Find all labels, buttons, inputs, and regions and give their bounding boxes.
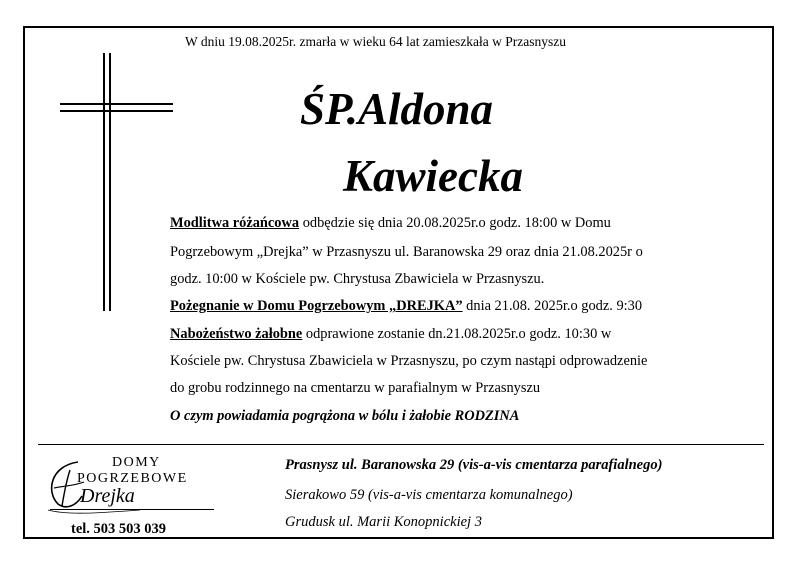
cross-icon-vertical-left xyxy=(103,53,105,311)
logo-underline xyxy=(50,509,214,510)
mass-label: Nabożeństwo żałobne xyxy=(170,326,303,342)
rosary-line-2: Pogrzebowym „Drejka” w Przasnyszu ul. Baranowska 29 oraz dnia 21.08.2025r o xyxy=(170,244,643,260)
address-grudusk: Grudusk ul. Marii Konopnickiej 3 xyxy=(285,514,482,530)
intro-text: W dniu 19.08.2025r. zmarła w wieku 64 lat zamieszkała w Przasnyszu xyxy=(185,34,567,49)
rosary-line-3: godz. 10:00 w Kościele pw. Chrystusa Zbawiciela w Przasnyszu. xyxy=(170,271,545,287)
phone-number: tel. 503 503 039 xyxy=(71,521,167,537)
rosary-line-1 xyxy=(170,216,611,230)
closing-line: O czym powiadamia pogrążona w bólu i żałobie RODZINA xyxy=(170,408,520,424)
mass-line-1 xyxy=(170,327,611,341)
cross-icon-horizontal-bottom xyxy=(60,110,173,112)
mass-line-3: do grobu rodzinnego na cmentarzu w parafialnym w Przasnyszu xyxy=(170,380,541,396)
rosary-text-1: odbędzie się dnia 20.08.2025r.o godz. 18:00 w Domu xyxy=(299,215,611,231)
mass-text-1: odprawione zostanie dn.21.08.2025r.o godz. 10:30 w xyxy=(302,326,612,342)
cross-icon-vertical-right xyxy=(109,53,111,311)
footer-divider xyxy=(38,444,764,445)
logo-domy: DOMY xyxy=(112,455,161,470)
address-main: Prasnysz ul. Baranowska 29 (vis-a-vis cmentarza parafialnego) xyxy=(285,457,663,473)
farewell-text: dnia 21.08. 2025r.o godz. 9:30 xyxy=(462,298,643,314)
address-sierakowo: Sierakowo 59 (vis-a-vis cmentarza komunalnego) xyxy=(285,487,573,503)
logo-pogrzebowe: POGRZEBOWE xyxy=(77,471,188,486)
mass-line-2: Kościele pw. Chrystusa Zbawiciela w Przasnyszu, po czym nastąpi odprowadzenie xyxy=(170,353,648,369)
cross-icon-horizontal-top xyxy=(60,103,173,105)
farewell-line xyxy=(170,299,642,313)
deceased-last-name: Kawiecka xyxy=(343,151,523,201)
farewell-label: Pożegnanie w Domu Pogrzebowym „DREJKA” xyxy=(170,298,463,314)
logo-drejka: Drejka xyxy=(80,485,135,507)
deceased-first-name: ŚP.Aldona xyxy=(300,84,494,134)
rosary-label: Modlitwa różańcowa xyxy=(170,215,300,231)
